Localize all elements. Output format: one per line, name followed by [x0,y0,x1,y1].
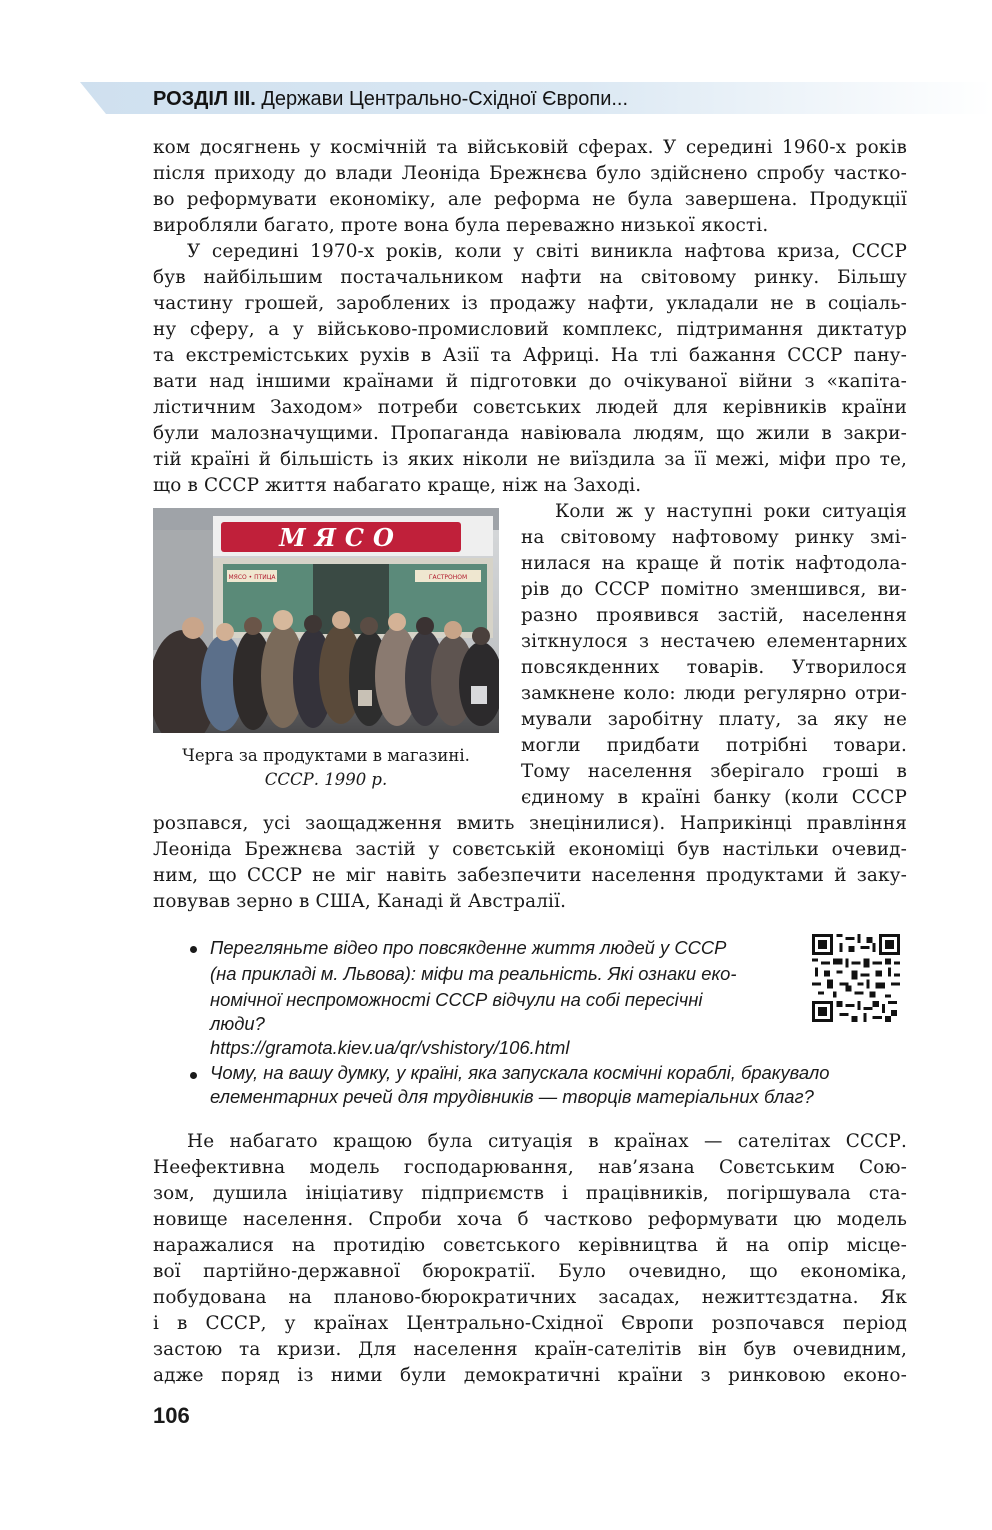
text-line: зом, душила ініціативу підприємств і працівників, погіршувала ста- [153,1183,907,1204]
text-line: Тому населення зберігало гроші в [521,761,907,782]
small-sign-right: ГАСТРОНОМ [428,574,468,581]
text-line: ну сферу, а у військово-промисловий комплекс, підтримання диктатур [153,319,907,340]
text-line: розпався, усі заощадження вмить знецінилися). Наприкінці правління [153,813,907,834]
text-line: рів до СССР помітно зменшився, ви- [521,579,907,600]
caption-line-1: Черга за продуктами в магазині. [182,746,470,765]
video-link[interactable]: https://gramota.kiev.ua/qr/vshistory/106.html [210,1037,570,1058]
text-line: лістичним Заходом» потреби совєтських людей для керівників країни [153,397,907,418]
task-2-line: елементарних речей для трудівників — творців матеріальних благ? [210,1086,814,1107]
page-header [153,86,628,112]
text-line: вої партійно-державної бюрократії. Було очевидно, що економіка, [153,1261,907,1282]
caption-line-2: СССР. 1990 р. [264,770,388,789]
text-line: новище населення. Спроби хоча б частково реформувати цю модель [153,1209,907,1230]
queue-photo [153,508,499,733]
text-line: могли придбати потрібні товари. [521,735,907,756]
text-line: єдиному в країні банку (коли СССР [521,787,907,808]
text-line: і в СССР, у країнах Центрально-Східної Європи розпочався період [153,1313,907,1334]
text-line: побудована на планово-бюрократичних засадах, нежиттєздатна. Як [153,1287,907,1308]
text-line: Неефективна модель господарювання, нав’язана Совєтським Сою- [153,1157,907,1178]
text-line: адже поряд із ними були демократичні країни з ринковою еконо- [153,1365,907,1386]
text-line: мували заробітну плату, за яку не [521,709,907,730]
text-line: що в СССР життя набагато краще, ніж на Заході. [153,475,642,496]
text-line: виробляли багато, проте вона була переважно низької якості. [153,215,769,236]
small-sign-left: МЯСО • ПТИЦА [228,574,276,581]
text-line: ним, що СССР не міг навіть забезпечити населення продуктами й заку- [153,865,907,886]
queue-photo-illustration [153,508,499,733]
task-1-line: номічної неспроможності СССР відчули на собі пересічні [210,989,703,1010]
text-line: був найбільшим постачальником нафти на світовому ринку. Більшу [153,267,907,288]
bullet-icon [190,946,197,953]
text-line: були малозначущими. Пропаганда навіювала людям, що жили в закри- [153,423,907,444]
task-2-line: Чому, на вашу думку, у країні, яка запускала космічні кораблі, бракувало [210,1062,830,1083]
bullet-icon [190,1072,197,1079]
text-line: Леоніда Брежнєва застій у совєтській економіці був настільки очевид- [153,839,907,860]
text-line: ком досягнень у космічній та військовій сферах. У середині 1960-х років [153,137,907,158]
text-line: нилася на краще й потік нафтодола- [521,553,907,574]
text-line: замкнене коло: люди регулярно отри- [521,683,907,704]
text-line: на світовому нафтовому ринку змі- [521,527,907,548]
text-line: та екстремістських рухів в Азії та Африці. На тлі бажання СССР пану- [153,345,907,366]
photo-caption [153,744,499,792]
qr-code-icon[interactable] [812,934,900,1022]
text-line: Не набагато кращою була ситуація в країнах — сателітах СССР. [187,1131,907,1152]
text-line: разно проявився застій, населення [521,605,907,626]
text-line: тій країні й більшість із яких ніколи не виїздила за її межі, міфи про те, [153,449,907,470]
section-title: Держави Центрально-Східної Європи... [261,88,629,110]
text-line: частину грошей, зароблених із продажу нафти, укладали не в соціаль- [153,293,907,314]
shop-sign-text: МЯСО [279,523,403,552]
task-1-line: (на прикладі м. Львова): міфи та реальність. Які ознаки еко- [210,963,737,984]
text-line: во реформувати економіку, але реформа не була завершена. Продукції [153,189,907,210]
text-line: У середині 1970-х років, коли у світі виникла нафтова криза, СССР [187,241,907,262]
text-line: Коли ж у наступні роки ситуація [555,501,907,522]
text-line: після приходу до влади Леоніда Брежнєва було здійснено спробу частко- [153,163,907,184]
text-line: повсякденних товарів. Утворилося [521,657,907,678]
text-line: застою та кризи. Для населення країн-сателітів він був очевидним, [153,1339,907,1360]
task-1-line: Перегляньте відео про повсякденне життя людей у СССР [210,937,727,958]
text-line: зіткнулося з нестачею елементарних [521,631,907,652]
section-label: РОЗДІЛ III. [153,88,256,110]
text-line: наражалися на протидію совєтського керівництва й на опір місце- [153,1235,907,1256]
text-line: вати над іншими країнами й підготовки до очікуваної війни з «капіта- [153,371,907,392]
task-1-line: люди? [210,1013,265,1034]
page-number: 106 [153,1403,190,1428]
text-line: повував зерно в США, Канаді й Австралії. [153,891,567,912]
